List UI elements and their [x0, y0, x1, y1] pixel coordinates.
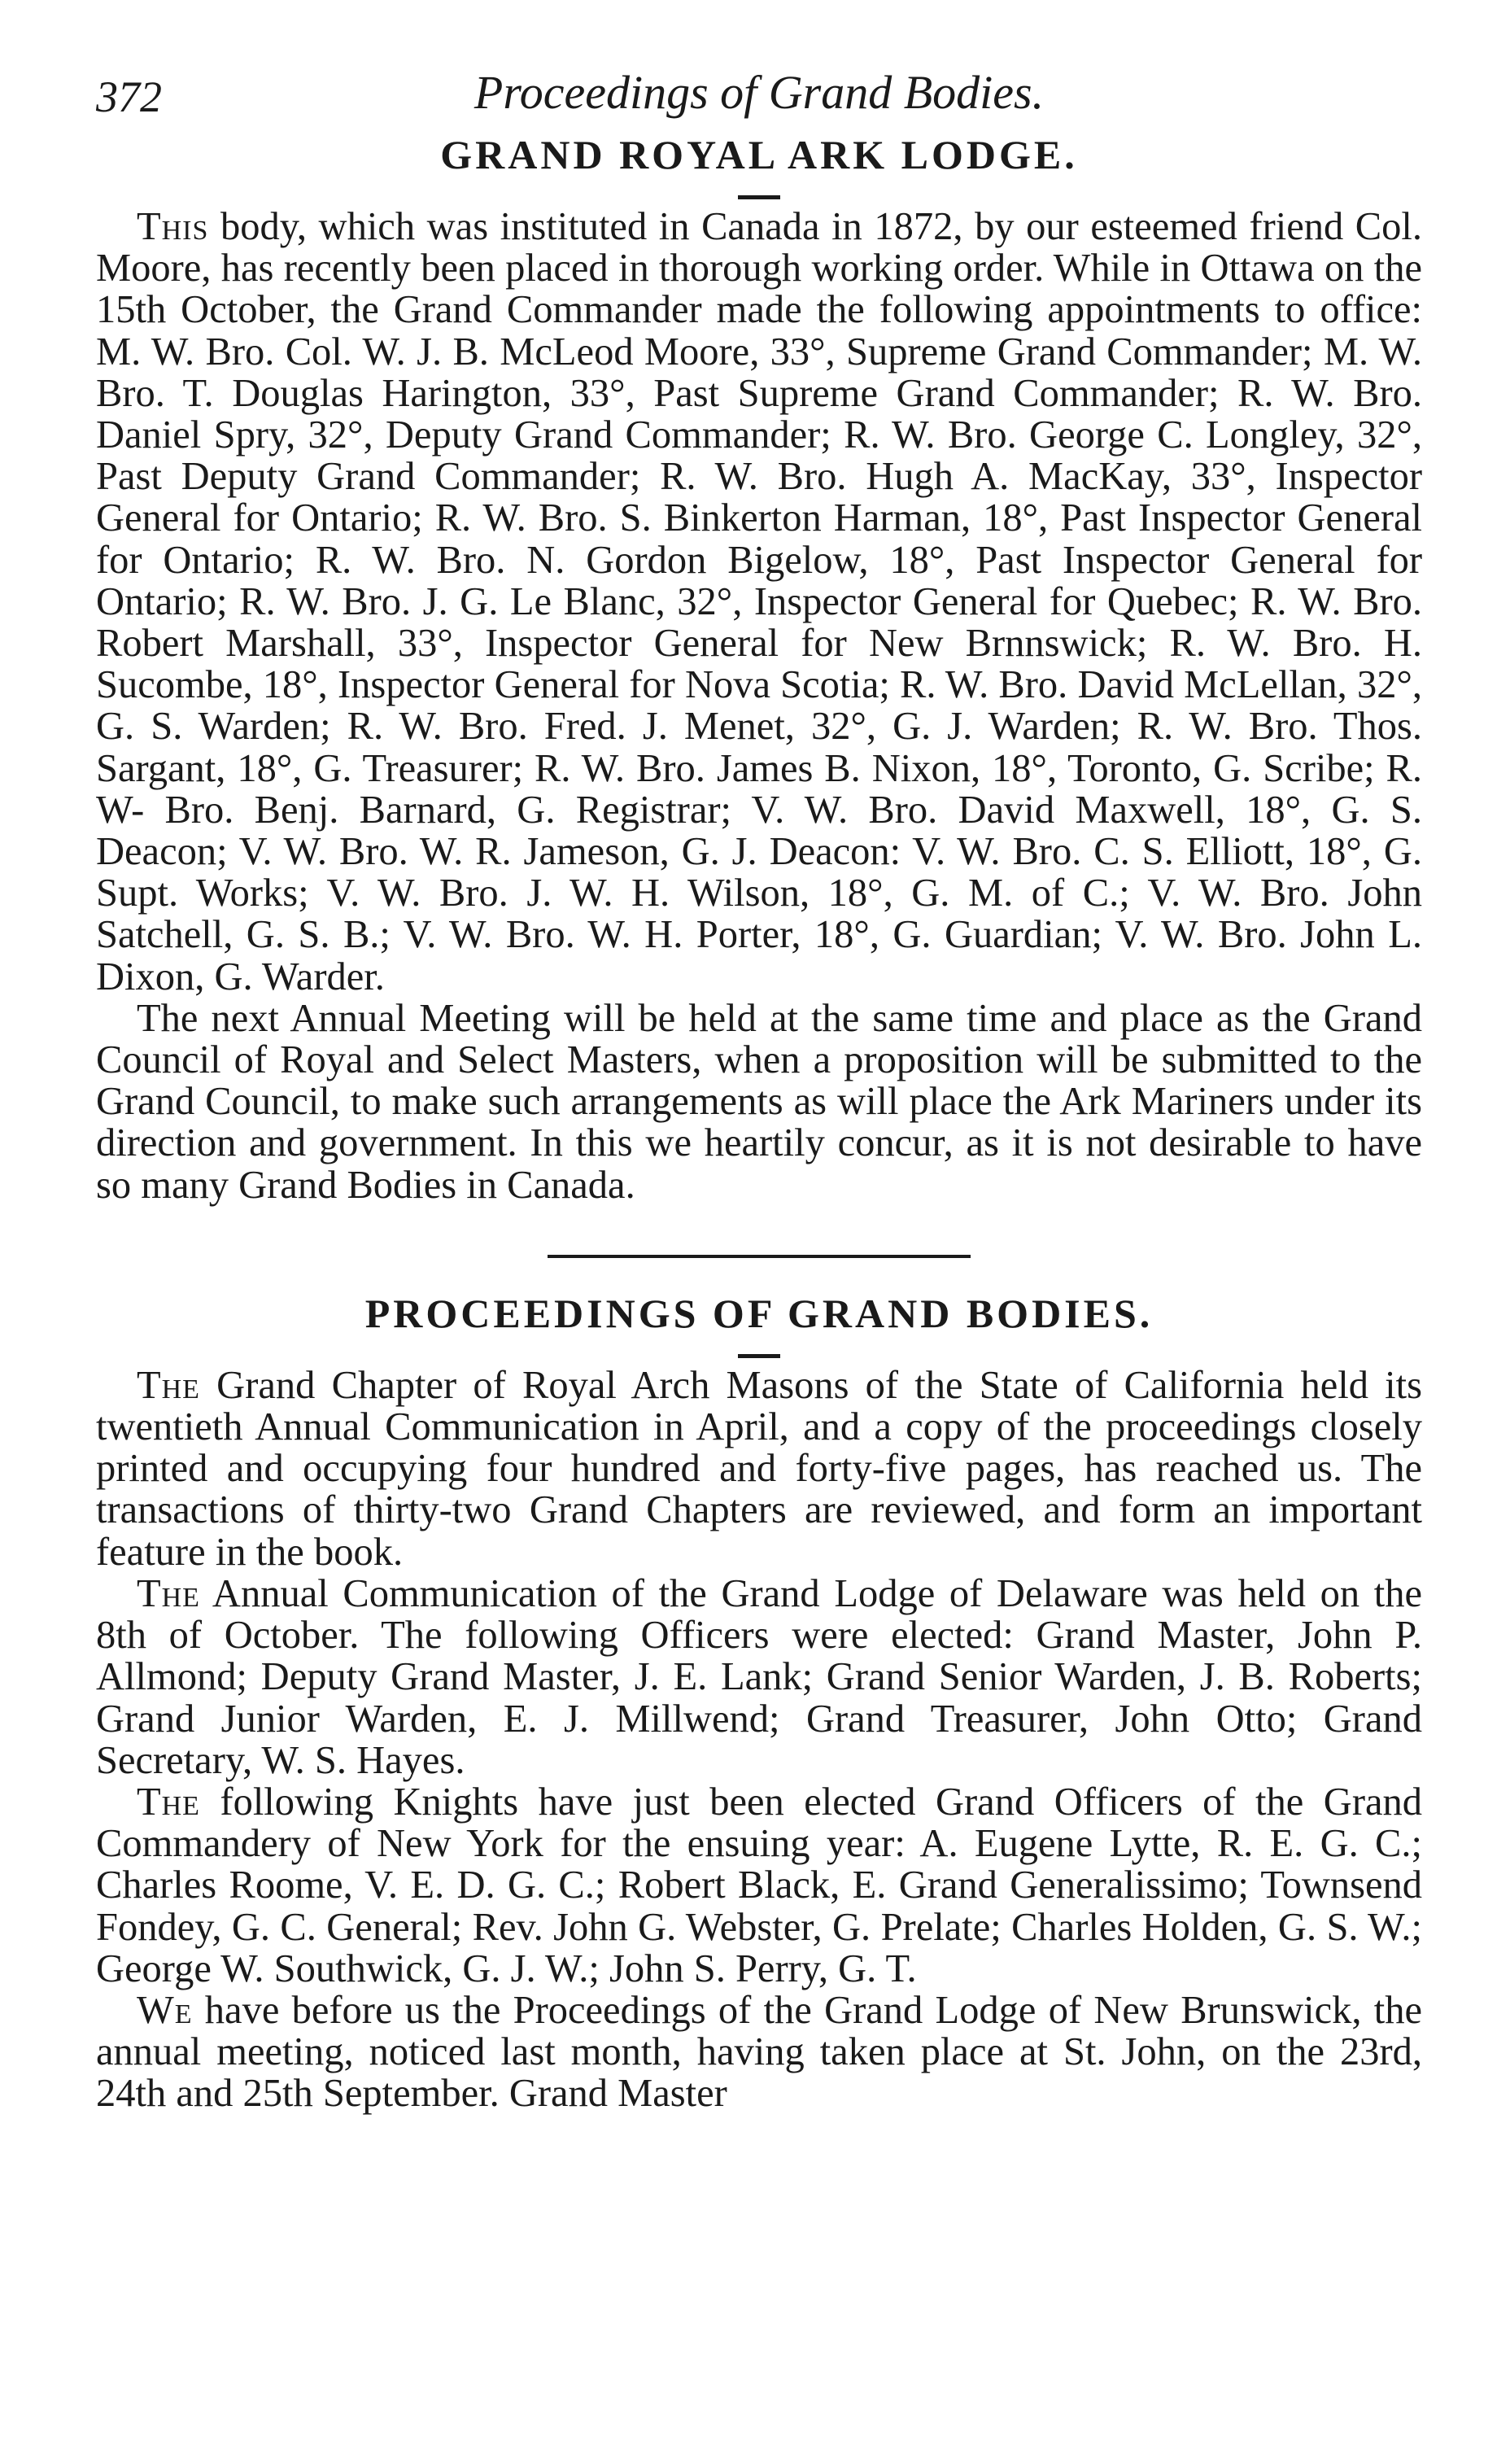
- paragraph: [96, 1781, 1422, 1990]
- paragraph-text: following Knights have just been elected Grand Officers of the Grand Commandery of New York for the ensuing year: A. Eugene Lytte, R. E. G. C.; Charles Roome, V. E. D. G. C.; Robert Black, E. Grand Generalissimo; Townsend Fondey, G. C. General; Rev. John G. Webster, G. Prelate; Charles Holden, G. S. W.; George W. Southwick, G. J. W.; John S. Perry, G. T.: [96, 1780, 1422, 1990]
- section-heading: PROCEEDINGS OF GRAND BODIES.: [364, 1290, 1154, 1336]
- section-heading: GRAND ROYAL ARK LODGE.: [440, 132, 1078, 177]
- section-divider: [548, 1255, 971, 1258]
- running-title: Proceedings of Grand Bodies.: [474, 66, 1045, 119]
- paragraph-lead-word: This: [137, 205, 209, 248]
- paragraph-text: Grand Chapter of Royal Arch Masons of the State of California held its twentieth Annual Communication in April, and a copy of the proceedings closely printed and occupying four hundred and forty-five pages, has reached us. The transactions of thirty-two Grand Chapters are reviewed, and form an important feature in the book.: [96, 1363, 1422, 1574]
- paragraph: [96, 206, 1422, 998]
- running-head: [96, 49, 1422, 130]
- heading-rule: [738, 195, 780, 199]
- heading-rule: [738, 1354, 780, 1358]
- paragraph-text: The next Annual Meeting will be held at the same time and place as the Grand Council of Royal and Select Masters, when a proposition will be submitted to the Grand Council, to make such arrangements as will place the Ark Mariners under its direction and government. In this we heartily concur, as it is not desirable to have so many Grand Bodies in Canada.: [96, 996, 1422, 1207]
- paragraph: [96, 1365, 1422, 1573]
- paragraph: [96, 1990, 1422, 2115]
- page-number: 372: [96, 72, 162, 121]
- paragraph-lead-word: The: [137, 1363, 200, 1407]
- paragraph: [96, 998, 1422, 1206]
- section-grand-royal-ark-lodge: [96, 130, 1422, 1206]
- paragraph-lead-word: The: [137, 1571, 200, 1615]
- paragraph-text: body, which was instituted in Canada in 1872, by our esteemed friend Col. Moore, has recently been placed in thorough working order. While in Ottawa on the 15th October, the Grand Commander made the following appointments to office: M. W. Bro. Col. W. J. B. McLeod Moore, 33°, Supreme Grand Commander; M. W. Bro. T. Douglas Harington, 33°, Past Supreme Grand Commander; R. W. Bro. Daniel Spry, 32°, Deputy Grand Commander; R. W. Bro. George C. Longley, 32°, Past Deputy Grand Commander; R. W. Bro. Hugh A. MacKay, 33°, Inspector General for Ontario; R. W. Bro. S. Binkerton Harman, 18°, Past Inspector General for Ontario; R. W. Bro. N. Gordon Bigelow, 18°, Past Inspector General for Ontario; R. W. Bro. J. G. Le Blanc, 32°, Inspector General for Quebec; R. W. Bro. Robert Marshall, 33°, Inspector General for New Brnnswick; R. W. Bro. H. Sucombe, 18°, Inspector General for Nova Scotia; R. W. Bro. David McLellan, 32°, G. S. Warden; R. W. Bro. Fred. J. Menet, 32°, G. J. Warden; R. W. Bro. Thos. Sargant, 18°, G. Treasurer; R. W. Bro. James B. Nixon, 18°, Toronto, G. Scribe; R. W- Bro. Benj. Barnard, G. Registrar; V. W. Bro. David Maxwell, 18°, G. S. Deacon; V. W. Bro. W. R. Jameson, G. J. Deacon: V. W. Bro. C. S. Elliott, 18°, G. Supt. Works; V. W. Bro. J. W. H. Wilson, 18°, G. M. of C.; V. W. Bro. John Satchell, G. S. B.; V. W. Bro. W. H. Porter, 18°, G. Guardian; V. W. Bro. John L. Dixon, G. Warder.: [96, 205, 1422, 998]
- book-page: [96, 49, 1422, 2115]
- paragraph: [96, 1573, 1422, 1781]
- paragraph-text: Annual Communication of the Grand Lodge of Delaware was held on the 8th of October. The following Officers were elected: Grand Master, John P. Allmond; Deputy Grand Master, J. E. Lank; Grand Senior Warden, J. B. Roberts; Grand Junior Warden, E. J. Millwend; Grand Treasurer, John Otto; Grand Secretary, W. S. Hayes.: [96, 1571, 1422, 1782]
- paragraph-text: have before us the Proceedings of the Grand Lodge of New Brunswick, the annual meeting, noticed last month, having taken place at St. John, on the 23rd, 24th and 25th September. Grand Master: [96, 1988, 1422, 2116]
- paragraph-lead-word: We: [137, 1988, 193, 2032]
- paragraph-lead-word: The: [137, 1780, 200, 1824]
- section-proceedings-of-grand-bodies: [96, 1289, 1422, 2115]
